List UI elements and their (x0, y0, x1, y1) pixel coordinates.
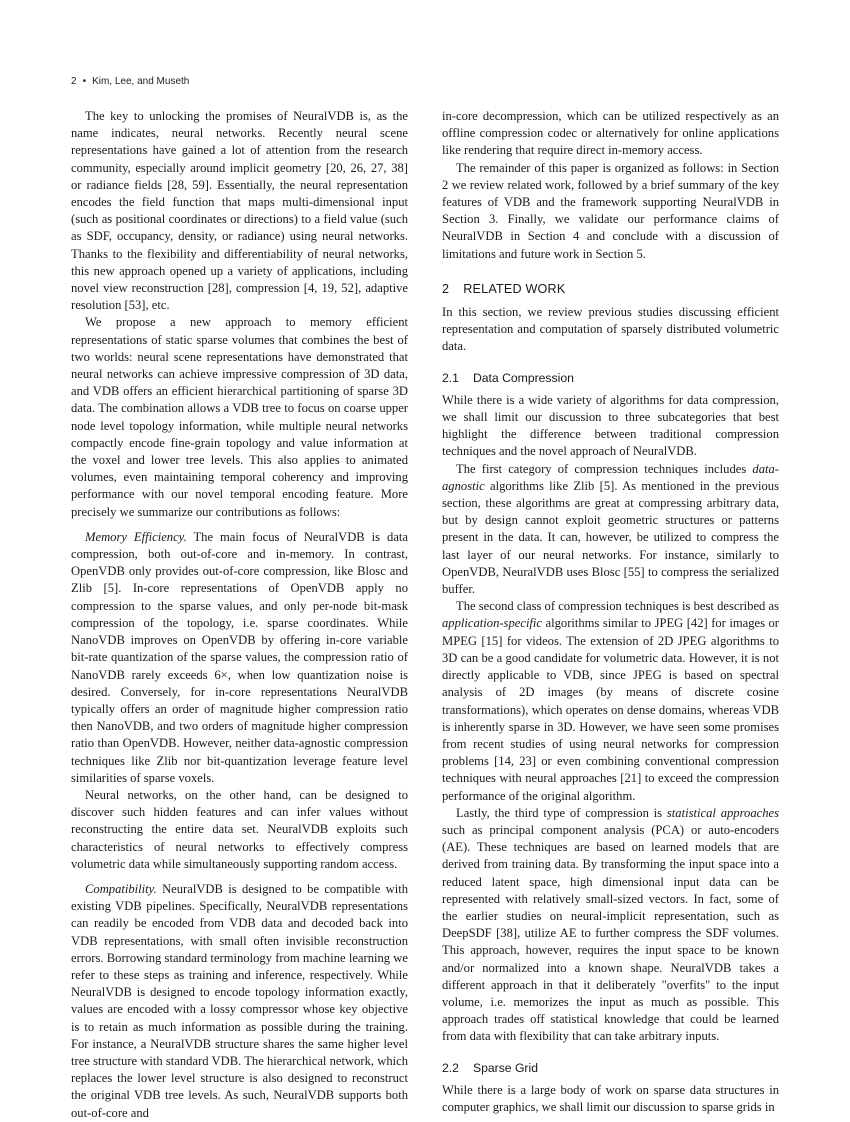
contribution-compatibility (71, 881, 408, 1122)
statistical-approaches-paragraph (442, 805, 779, 1046)
section-heading-related-work (442, 281, 779, 298)
text-run: such as principal component analysis (PCA) or auto-encoders (AE). These techniques are based on learned models that are derived from training data. By transforming the input space into a reduced latent space, high dimensional input data can be represented with relatively small-sized vectors. In fact, some of the earlier studies on neural-implicit representation, such as DeepSDF [38], utilize AE to further compress the SDF volumes. This approach, however, requires the input space to be known and/or normalized into a known shape. NeuralVDB takes a different approach in that it deliberately "overfits" to the input volume, i.e. memorizes the input as much as possible. This approach trades off statistical knowledge that could be learned from data with flexibility that can take arbitrary inputs. (442, 822, 779, 1044)
subsection-title: Sparse Grid (472, 1060, 538, 1075)
intro-paragraph-neural: The key to unlocking the promises of NeuralVDB is, as the name indicates, neural networks. Recently neural scene representations have gained a lot of attention from the research community, especially around implicit geometry [20, 26, 27, 38] or radiance fields [28, 59]. Essentially, the neural representation encodes the field function that maps multi-dimensional input (such as positional coordinates or directions) to a field value (such as SDF, occupancy, density, or radiance) using neural networks. Thanks to the flexibility and differentiability of neural networks, this new approach opened up a variety of applications, including novel view reconstruction [28], compression [4, 19, 52], adaptive resolution [53], etc. (71, 109, 408, 313)
running-header (71, 76, 189, 87)
section-number: 2 (442, 281, 450, 296)
text-run: algorithms like Zlib [5]. As mentioned in the previous section, these algorithms are great at compressing arbitrary data, but by design cannot exploit geometric structures or patterns present in the data. It can, however, be utilized to compress the last layer of our neural networks. For instance, similarly to OpenVDB, NeuralVDB uses Blosc [55] to compress the serialized buffer. (442, 478, 779, 597)
text-run: Lastly, the third type of compression is (456, 805, 667, 820)
intro-paragraph-approach: We propose a new approach to memory efficient representations of static sparse volumes that combines the best of two worlds: neural scene representations have demonstrated that neural networks can achieve impressive compression of 3D data, and VDB offers an efficient hierarchical partitioning of sparse 3D data. The combination allows a VDB tree to focus on coarse upper node level topology information, while multiple neural networks compactly encode fine-grain topology and value information at the voxel and lower tree levels. This also applies to animated volumes, even maintaining temporal coherency and improving performance with our novel temporal encoding feature. More precisely we summarize our contributions as follows: (71, 315, 408, 519)
paper-outline-paragraph: The remainder of this paper is organized as follows: in Section 2 we review related work, followed by a brief summary of the key features of VDB and the framework supporting NeuralVDB in Section 3. Finally, we validate our performance claims of NeuralVDB in Section 4 and conclude with a discussion of limitations and future work in Section 5. (442, 160, 779, 261)
text-run: algorithms similar to JPEG [42] for images or MPEG [15] for videos. The extension of 2D JPEG algorithms to 3D can be a good candidate for volumetric data. However, it is not directly applicable to VDB, since JPEG is based on spectral analysis of 2D images (by means of discrete cosine transformations), which operates on dense domains, whereas VDB is inherently sparse in 3D. However, we have seen some promises from recent studies of using neural networks for compression problems [14, 23] or even combining conventional compression techniques with neural approaches [21] to exceed the compression performance of the original algorithm. (442, 616, 779, 803)
application-specific-paragraph (442, 598, 779, 804)
emphasis-statistical-approaches: statistical approaches (666, 805, 779, 820)
continuation-paragraph: in-core decompression, which can be utilized respectively as an offline compression codec or alternatively for online applications like rendering that require direct in-memory access. (442, 109, 779, 158)
page-number: 2 (71, 76, 77, 87)
section-title: RELATED WORK (463, 281, 566, 296)
memory-efficiency-text: The main focus of NeuralVDB is data compression, both out-of-core and in-memory. In contrast, OpenVDB only provides out-of-core compression, like Blosc and Zlib [5]. In-core representations of OpenVDB apply no compression to the sparse values, and only per-node bit-mask compression of the topology, i.e. sparse coordinates. While NanoVDB improves on OpenVDB by offering in-core variable bit-rate quantization of the sparse values, the compression ratio of NanoVDB rarely exceeds 6×, when low quantization noise is desired. Conversely, for in-core representations NeuralVDB typically offers an order of magnitude higher compression ratio then NanoVDB, and two orders of magnitude higher compression ratio than OpenVDB. However, neither data-agnostic compression techniques like Zlib nor bit-quantization leverage feature level similarities of sparse voxels. (71, 529, 408, 785)
contribution-memory-efficiency (71, 529, 408, 787)
subsection-number: 2.1 (442, 370, 459, 385)
subsection-number: 2.2 (442, 1060, 459, 1075)
runin-memory-efficiency: Memory Efficiency. (85, 529, 187, 544)
left-column (71, 108, 408, 1122)
emphasis-data-agnostic: data-agnostic (442, 461, 779, 493)
subsection-title: Data Compression (472, 370, 574, 385)
emphasis-application-specific: application-specific (442, 616, 543, 631)
data-compression-intro: While there is a wide variety of algorithms for data compression, we shall limit our discussion to three subcategories that best highlight the difference between traditional compression techniques and the novel approach of NeuralVDB. (442, 392, 779, 459)
header-bullet: • (82, 76, 87, 87)
right-column (442, 108, 779, 1116)
subsection-heading-data-compression (442, 370, 779, 387)
neural-networks-paragraph: Neural networks, on the other hand, can be designed to discover such hidden features and can infer values without reconstructing the entire data set. NeuralVDB exploits such characteristics of neural networks to effectively compress volumetric data while simultaneously supporting random access. (71, 787, 408, 871)
compatibility-text: NeuralVDB is designed to be compatible with existing VDB pipelines. Specifically, NeuralVDB representations can readily be encoded from VDB data and decoded back into VDB representations, with small often invisible reconstruction errors. Borrowing standard terminology from machine learning we refer to these steps as training and inference, respectively. While NeuralVDB is designed to encode topology information exactly, values are encoded with a lossy compressor whose key objective is to retain as much information as possible during the training. For instance, a NeuralVDB structure shares the same higher level tree structure with standard VDB. The hierarchical network, which replaces the lower level structure is also designed to reconstruct the original VDB tree levels. As such, NeuralVDB supports both out-of-core and (71, 881, 409, 1120)
related-work-intro: In this section, we review previous studies discussing efficient representation and computation of sparsely distributed volumetric data. (442, 305, 779, 354)
subsection-heading-sparse-grid (442, 1060, 779, 1077)
data-agnostic-paragraph (442, 461, 779, 599)
header-authors: Kim, Lee, and Museth (92, 76, 190, 87)
runin-compatibility: Compatibility. (85, 881, 157, 896)
text-run: The first category of compression techniques includes (456, 461, 753, 476)
sparse-grid-intro: While there is a large body of work on sparse data structures in computer graphics, we shall limit our discussion to sparse grids in (442, 1082, 779, 1114)
text-run: The second class of compression techniques is best described as (456, 599, 779, 614)
